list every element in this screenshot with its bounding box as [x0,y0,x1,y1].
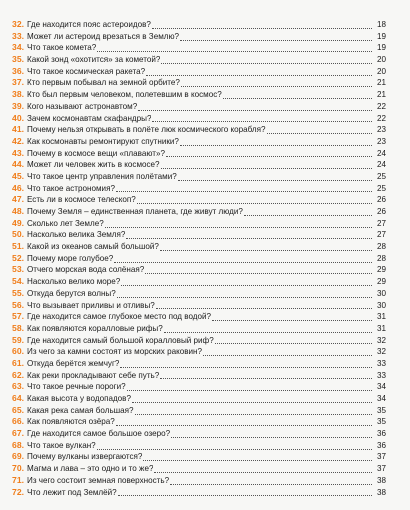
toc-entry-title: Что такое космическая ракета? [27,66,146,76]
toc-entry-title: Почему Земля – единственная планета, где живут люди? [27,207,243,216]
toc-entry [4,416,386,428]
toc-entry-title: Что лежит под Землёй? [27,487,117,497]
toc-entry-number: 39. [12,100,24,111]
toc-entry-page: 36 [376,440,386,450]
toc-entry [4,148,386,160]
toc-entry [4,194,386,206]
toc-entry-page: 21 [376,90,386,100]
toc-entry-title: Что вызывает приливы и отливы? [27,300,155,310]
toc-entry-page: 35 [376,405,386,415]
toc-entry-page: 37 [376,452,386,462]
toc-entry-number: 44. [12,159,24,170]
toc-entry-number: 35. [12,54,24,65]
toc-entry-number: 43. [12,147,24,158]
toc-entry-title: Какая высота у водопадов? [27,394,131,403]
toc-entry-number: 32. [12,19,24,29]
toc-entry-number: 54. [12,276,24,287]
toc-entry-title: Может ли астероид врезаться в Землю? [27,31,180,41]
toc-entry-page: 36 [376,429,386,439]
toc-entry-number: 52. [12,252,24,263]
toc-entry-title: Что такое речные пороги? [27,382,126,392]
toc-entry-title: Что такое вулкан? [27,440,96,450]
toc-entry-title: Что такое комета? [27,43,97,53]
toc-entry [4,101,386,113]
dot-leader [116,184,372,192]
dot-leader [143,453,372,461]
dot-leader [126,231,372,239]
toc-entry [4,183,386,195]
toc-entry [4,77,386,89]
toc-entry [4,253,386,265]
toc-entry-number: 46. [12,182,24,193]
toc-entry-number: 67. [12,428,24,439]
toc-entry [4,276,386,288]
dot-leader [203,348,372,356]
toc-entry [4,218,386,230]
dot-leader [97,442,372,450]
toc-entry-title: Насколько велико море? [27,277,121,287]
toc-entry-number: 57. [12,311,24,322]
toc-entry [4,113,386,125]
toc-entry-number: 41. [12,124,24,135]
dot-leader [166,149,372,157]
toc-entry-title: Сколько лет Земле? [27,218,104,228]
dot-leader [267,126,372,134]
toc-entry-page: 32 [376,347,386,357]
toc-entry-page: 30 [376,300,386,310]
toc-entry-number: 55. [12,287,24,298]
dot-leader [127,383,372,391]
dot-leader [105,220,372,228]
toc-entry-page: 21 [376,78,386,88]
toc-entry-number: 58. [12,322,24,333]
dot-leader [164,325,372,333]
toc-entry-page: 34 [376,394,386,403]
dot-leader [160,243,372,251]
toc-entry [4,171,386,183]
toc-entry-number: 70. [12,463,24,474]
toc-entry-number: 47. [12,194,24,205]
toc-entry-page: 30 [376,288,386,298]
toc-entry [4,124,386,136]
dot-leader [181,79,372,87]
dot-leader [152,114,372,122]
dot-leader [178,173,372,181]
toc-entry [4,381,386,393]
dot-leader [132,395,372,403]
dot-leader [118,488,372,496]
toc-entry-title: Почему вулканы извергаются? [27,452,143,462]
toc-entry [4,428,386,440]
dot-leader [171,430,372,438]
toc-entry-title: Какой зонд «охотится» за кометой? [27,55,161,65]
toc-entry-number: 50. [12,229,24,240]
dot-leader [116,418,372,426]
toc-entry [4,323,386,335]
toc-entry-number: 59. [12,334,24,345]
toc-entry-page: 38 [376,475,386,485]
toc-entry-page: 37 [376,464,386,474]
toc-entry-page: 18 [376,20,386,29]
toc-entry-page: 19 [376,43,386,53]
toc-entry-page: 23 [376,125,386,135]
toc-entry-title: Какая река самая большая? [27,405,134,415]
toc-entry-page: 20 [376,55,386,65]
toc-entry-number: 68. [12,439,24,450]
toc-entry-number: 45. [12,170,24,181]
toc-entry-page: 25 [376,171,386,181]
toc-entry-page: 26 [376,207,386,216]
toc-entry [4,346,386,358]
toc-entry-number: 33. [12,30,24,41]
toc-entry-title: Как появляются озёра? [27,417,115,427]
dot-leader [138,103,372,111]
toc-entry-page: 35 [376,417,386,427]
toc-entry-title: Откуда берётся жемчуг? [27,358,120,368]
toc-entry-page: 23 [376,136,386,146]
dot-leader [121,278,372,286]
dot-leader [180,33,372,41]
toc-entry-number: 49. [12,217,24,228]
toc-entry-page: 27 [376,230,386,240]
toc-entry-page: 31 [376,312,386,322]
dot-leader [212,313,372,321]
toc-entry-title: Может ли человек жить в космосе? [27,160,160,170]
toc-entry-number: 71. [12,474,24,485]
toc-entry-page: 20 [376,66,386,76]
toc-entry-number: 51. [12,241,24,252]
toc-entry-number: 36. [12,65,24,76]
toc-entry-title: Где находится самый большой коралловый риф? [27,335,214,345]
toc-entry-title: Что такое астрономия? [27,183,115,193]
toc-entry [4,206,386,218]
dot-leader [154,465,372,473]
dot-leader [120,360,372,368]
table-of-contents [4,19,386,498]
toc-entry-title: Что такое центр управления полётами? [27,171,177,181]
toc-entry-page: 25 [376,183,386,193]
toc-entry-number: 63. [12,381,24,392]
toc-entry-number: 62. [12,369,24,380]
toc-entry [4,31,386,43]
toc-entry-page: 33 [376,358,386,368]
toc-entry-title: Где находится самое большое озеро? [27,429,171,439]
toc-entry-page: 19 [376,31,386,41]
toc-entry-number: 34. [12,42,24,53]
toc-entry [4,19,386,31]
toc-entry-number: 56. [12,299,24,310]
toc-entry [4,451,386,463]
toc-entry [4,311,386,323]
toc-entry-number: 64. [12,393,24,403]
toc-entry-title: Почему море голубое? [27,253,114,263]
toc-entry-page: 34 [376,382,386,392]
toc-entry-page: 28 [376,242,386,252]
toc-entry-number: 72. [12,486,24,497]
toc-entry-number: 66. [12,416,24,427]
toc-entry-title: Из чего состоит земная поверхность? [27,475,170,485]
toc-entry-title: Как космонавты ремонтируют спутники? [27,136,179,146]
dot-leader [156,301,372,309]
toc-entry-page: 27 [376,218,386,228]
toc-entry-number: 60. [12,346,24,357]
toc-entry-page: 24 [376,160,386,170]
toc-entry-page: 26 [376,195,386,205]
dot-leader [160,371,372,379]
toc-entry [4,463,386,475]
toc-entry [4,66,386,78]
toc-entry-page: 33 [376,370,386,380]
toc-entry [4,393,386,405]
toc-entry-number: 37. [12,77,24,88]
toc-entry-title: Как появляются коралловые рифы? [27,323,163,333]
toc-entry [4,288,386,300]
toc-entry [4,487,386,499]
dot-leader [146,68,372,76]
toc-entry-number: 38. [12,89,24,100]
toc-entry-page: 32 [376,335,386,345]
toc-entry [4,405,386,417]
dot-leader [161,56,372,64]
toc-entry-number: 65. [12,404,24,415]
toc-entry [4,358,386,370]
toc-entry [4,229,386,241]
toc-entry [4,370,386,382]
toc-entry [4,159,386,171]
toc-entry-number: 40. [12,112,24,123]
dot-leader [215,336,372,344]
toc-entry [4,54,386,66]
dot-leader [223,91,372,99]
toc-entry-title: Где находится пояс астероидов? [27,20,151,29]
toc-entry [4,241,386,253]
dot-leader [114,255,372,263]
toc-entry [4,335,386,347]
toc-entry-title: Кого называют астронавтом? [27,101,138,111]
toc-entry-title: Почему нельзя открывать в полёте люк космического корабля? [27,125,266,135]
dot-leader [180,138,372,146]
dot-leader [137,196,372,204]
toc-entry-page: 24 [376,148,386,158]
toc-entry-page: 31 [376,323,386,333]
toc-entry-page: 22 [376,101,386,111]
toc-entry-title: Из чего за камни состоят из морских раковин? [27,347,203,357]
toc-entry-number: 53. [12,264,24,275]
toc-entry-page: 38 [376,487,386,497]
toc-entry [4,136,386,148]
toc-entry-number: 42. [12,135,24,146]
toc-entry-number: 69. [12,451,24,462]
toc-entry [4,440,386,452]
dot-leader [152,21,372,29]
toc-entry-title: Почему в космосе вещи «плавают»? [27,148,165,158]
toc-entry-title: Зачем космонавтам скафандры? [27,113,152,123]
dot-leader [97,44,372,52]
toc-entry-number: 61. [12,357,24,368]
toc-entry-title: Есть ли в космосе телескоп? [27,195,136,205]
dot-leader [170,477,372,485]
toc-entry [4,475,386,487]
toc-entry-title: Отчего морская вода солёная? [27,265,145,275]
toc-entry [4,42,386,54]
toc-entry-title: Откуда берутся волны? [27,288,116,298]
toc-entry-title: Какой из океанов самый большой? [27,242,159,252]
dot-leader [117,290,372,298]
toc-entry-title: Насколько велика Земля? [27,230,126,240]
dot-leader [145,266,372,274]
toc-entry-title: Магма и лава – это одно и то же? [27,464,154,474]
toc-entry-title: Где находится самое глубокое место под водой? [27,312,212,322]
toc-entry-title: Кто первым побывал на земной орбите? [27,78,180,88]
toc-entry-page: 29 [376,277,386,287]
toc-entry [4,300,386,312]
toc-entry-page: 22 [376,113,386,123]
toc-entry [4,89,386,101]
toc-entry-number: 48. [12,206,24,216]
dot-leader [244,208,372,216]
dot-leader [161,161,372,169]
toc-entry-page: 28 [376,253,386,263]
dot-leader [135,407,372,415]
toc-entry-page: 29 [376,265,386,275]
toc-entry [4,264,386,276]
toc-entry-title: Кто был первым человеком, полетевшим в космос? [27,90,222,100]
toc-entry-title: Как реки прокладывают себе путь? [27,370,160,380]
